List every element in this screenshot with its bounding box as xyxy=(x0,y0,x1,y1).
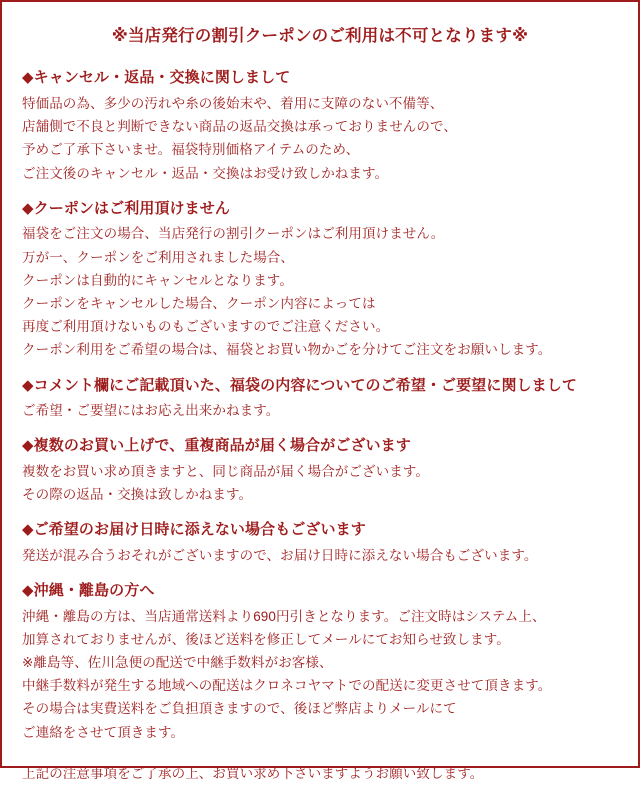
page-title: ※当店発行の割引クーポンのご利用は不可となります※ xyxy=(111,27,529,45)
section-line: ご希望・ご要望にはお応え出来かねます。 xyxy=(22,403,280,419)
section-line: 万が一、クーポンをご利用されました場合、 xyxy=(22,249,294,265)
section-line: 複数をお買い求め頂きますと、同じ商品が届く場合がございます。 xyxy=(22,463,429,479)
section-cancellation xyxy=(22,67,618,184)
section-line: ご連絡をさせて頂きます。 xyxy=(22,724,185,740)
section-title: ◆クーポンはご利用頂けません xyxy=(22,199,230,217)
section-line: 店舗側で不良と判断できない商品の返品交換は承っておりませんので、 xyxy=(22,119,457,135)
section-title: ◆複数のお買い上げで、重複商品が届く場合がございます xyxy=(22,437,411,455)
footer-note: 上記の注意事項をご了承の上、お買い求め下さいますようお願い致します。 xyxy=(22,765,484,781)
section-delivery-date xyxy=(22,519,618,567)
section-line: 中継手数料が発生する地域への配送はクロネコヤマトでの配送に変更させて頂きます。 xyxy=(22,678,552,694)
section-title: ◆キャンセル・返品・交換に関しまして xyxy=(22,69,291,87)
section-title: ◆沖縄・離島の方へ xyxy=(22,582,155,599)
section-comment-requests xyxy=(22,375,618,423)
section-line: クーポンは自動的にキャンセルとなります。 xyxy=(22,272,293,288)
section-line: 予めご了承下さいませ。福袋特別価格アイテムのため、 xyxy=(22,142,360,158)
section-line: 加算されておりませんが、後ほど送料を修正してメールにてお知らせ致します。 xyxy=(22,631,510,647)
section-line: その際の返品・交換は致しかねます。 xyxy=(22,487,253,503)
section-title: ◆ご希望のお届け日時に添えない場合もございます xyxy=(22,521,366,539)
section-line: クーポンをキャンセルした場合、クーポン内容によっては xyxy=(22,295,376,311)
section-line: 発送が混み合うおそれがございますので、お届け日時に添えない場合もございます。 xyxy=(22,547,538,563)
section-line: ※離島等、佐川急便の配送で中継手数料がお客様、 xyxy=(22,654,333,670)
section-okinawa-islands xyxy=(22,580,618,744)
section-coupon xyxy=(22,198,618,362)
section-title: ◆コメント欄にご記載頂いた、福袋の内容についてのご希望・ご要望に関しまして xyxy=(22,376,577,394)
section-line: クーポン利用をご希望の場合は、福袋とお買い物かごを分けてご注文をお願いします。 xyxy=(22,342,552,358)
section-line: 特価品の為、多少の汚れや糸の後始末や、着用に支障のない不備等、 xyxy=(22,95,444,111)
section-line: 再度ご利用頂けないものもございますのでご注意ください。 xyxy=(22,319,390,335)
section-line: 沖縄・離島の方は、当店通常送料より690円引きとなります。ご注文時はシステム上、 xyxy=(22,608,546,624)
section-duplicate-items xyxy=(22,435,618,506)
section-line: ご注文後のキャンセル・返品・交換はお受け致しかねます。 xyxy=(22,165,389,181)
section-line: 福袋をご注文の場合、当店発行の割引クーポンはご利用頂けません。 xyxy=(22,226,445,242)
section-line: その場合は実費送料をご負担頂きますので、後ほど弊店よりメールにて xyxy=(22,701,457,717)
